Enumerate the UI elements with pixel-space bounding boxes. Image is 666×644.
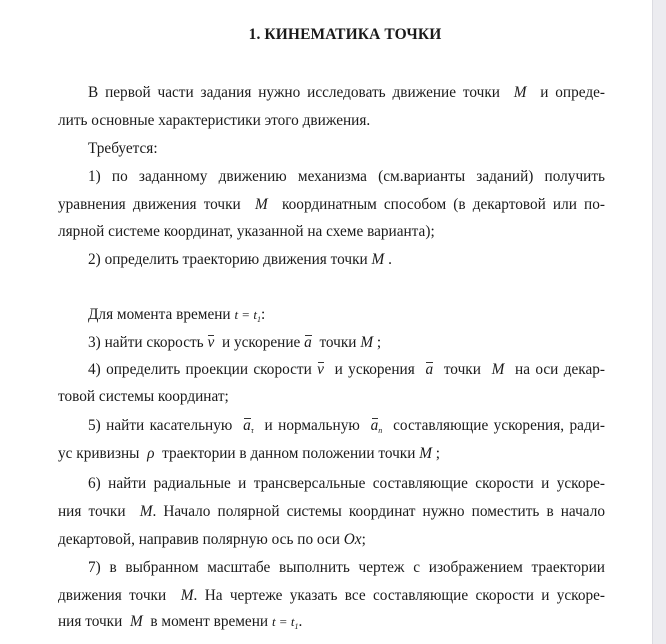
item-1-line-3: лярной системе координат, указанной на схеме варианта); [58,223,435,240]
item-4-line-2: товой системы координат; [58,388,229,405]
text: движения точки [58,587,167,604]
text: и ускорение [221,334,301,351]
item-7-line-2 [58,586,605,606]
item-1-line-2 [58,195,605,215]
text: точки [443,361,481,378]
item-4-line-1 [88,360,605,380]
text: в момент времени [150,613,269,630]
text: составляющие ускорения, ради- [393,417,606,434]
text: . [388,251,392,268]
item-7-line-3 [58,612,605,637]
text: уравнения движения точки [58,196,241,213]
moment-line [88,305,605,330]
text: ния точки [58,503,126,520]
item-6-line-2 [58,502,605,522]
equation: t = t [271,614,295,629]
point-symbol: M [139,503,153,520]
text: декартовой, направив полярную ось по оси [58,531,340,548]
item-2 [88,250,605,270]
text: В первой части задания нужно исследовать движение точки [88,84,500,101]
text: и нормальную [264,417,360,434]
text: координатным способом (в декартовой или по- [282,196,605,213]
item-5-line-2 [58,444,605,464]
text: ; [361,531,366,548]
acceleration-vector-symbol: a [425,361,434,378]
text: и ускорения [334,361,415,378]
text: . Начало полярной системы координат нужно поместить в начало [152,503,605,520]
text: 4) определить проекции скорости [88,361,312,378]
text: 5) найти касательную [88,417,233,434]
text: 2) определить траекторию движения точки [88,251,368,268]
text: . [298,613,303,630]
text: ; [376,334,382,351]
intro-line-1 [88,83,605,103]
subscript: τ [250,426,254,435]
point-symbol: M [419,445,432,462]
item-1-line-1: 1) по заданному движению механизма (см.варианты заданий) получить [88,168,605,185]
curvature-radius-symbol: ρ [147,445,155,462]
text: и опреде- [540,84,606,101]
subscript: n [378,426,383,435]
point-symbol: M [513,84,527,101]
text: Для момента времени [88,306,231,323]
point-symbol: M [491,361,505,378]
tangential-acceleration-symbol: a [243,417,251,434]
subscript: 1 [256,315,261,324]
velocity-vector-symbol: v [207,334,215,351]
viewer-scrollbar-gutter[interactable] [652,0,666,644]
text: траектории в данном положении точки [162,445,416,462]
section-title: 1. КИНЕМАТИКА ТОЧКИ [248,26,442,43]
point-symbol: M [180,587,194,604]
point-symbol: M [255,196,268,213]
axis-symbol: Ox [343,531,362,548]
intro-line-2: лить основные характеристики этого движения. [58,112,371,129]
velocity-vector-symbol: v [317,361,324,378]
item-5-line-1 [88,416,605,441]
subscript: 1 [294,622,299,631]
text: ; [435,445,441,462]
point-symbol: M [129,613,143,630]
item-6-line-1: 6) найти радиальные и трансверсальные составляющие скорости и ускоре- [88,475,605,492]
equation: t = t [234,307,257,322]
acceleration-vector-symbol: a [304,334,312,351]
item-3 [88,333,605,353]
item-7-line-1: 7) в выбранном масштабе выполнить чертеж с изображением траектории [88,559,605,576]
text: точки [319,334,357,351]
text: на оси декар- [515,361,606,378]
text: 3) найти скорость [88,334,204,351]
text: ус кривизны [58,445,140,462]
point-symbol: M [371,251,385,268]
item-6-line-3 [58,530,605,550]
normal-acceleration-symbol: a [370,417,379,434]
text: ния точки [58,613,123,630]
text: : [260,306,266,323]
point-symbol: M [360,334,374,351]
text: . На чертеже указать все составляющие скорости и ускоре- [193,587,606,604]
required-label: Требуется: [88,140,158,157]
